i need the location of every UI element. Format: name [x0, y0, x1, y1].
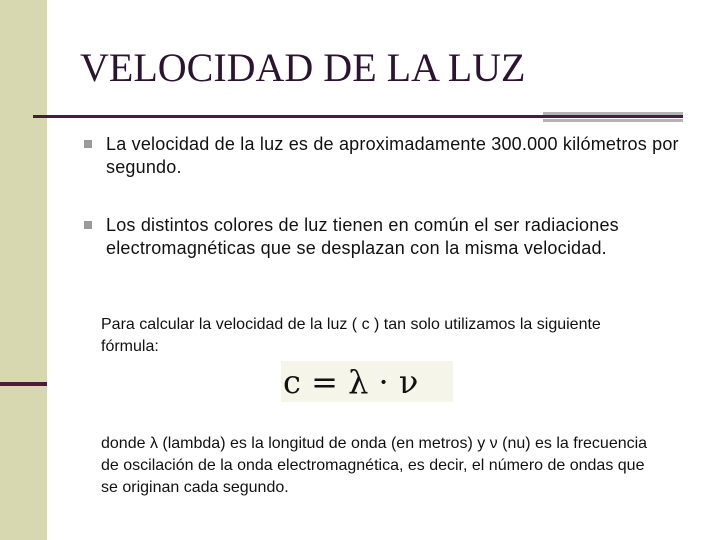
slide-title: VELOCIDAD DE LA LUZ: [80, 45, 526, 90]
bullet-item: [84, 133, 684, 179]
square-bullet-icon: [84, 221, 92, 229]
formula-text: c = λ · ν: [283, 363, 419, 401]
formula-image: [281, 361, 453, 402]
bullet-item: [84, 214, 684, 260]
side-accent-bar: [0, 382, 47, 386]
square-bullet-icon: [84, 140, 92, 148]
formula-intro-paragraph: Para calcular la velocidad de la luz ( c ) tan solo utilizamos la siguiente fórmula:: [101, 316, 601, 355]
bullet-text: La velocidad de la luz es de aproximadamente 300.000 kilómetros por segundo.: [106, 134, 679, 177]
title-rule: [33, 115, 683, 118]
bullet-text: Los distintos colores de luz tienen en común el ser radiaciones electromagnéticas que se desplazan con la misma velocidad.: [106, 215, 619, 258]
side-band: [0, 0, 47, 540]
definitions-paragraph: donde λ (lambda) es la longitud de onda (en metros) y ν (nu) es la frecuencia de oscilación de la onda electromagnética, es decir, el número de ondas que se originan cada segundo.: [101, 435, 648, 496]
title-rule-accent-bottom: [543, 119, 683, 122]
